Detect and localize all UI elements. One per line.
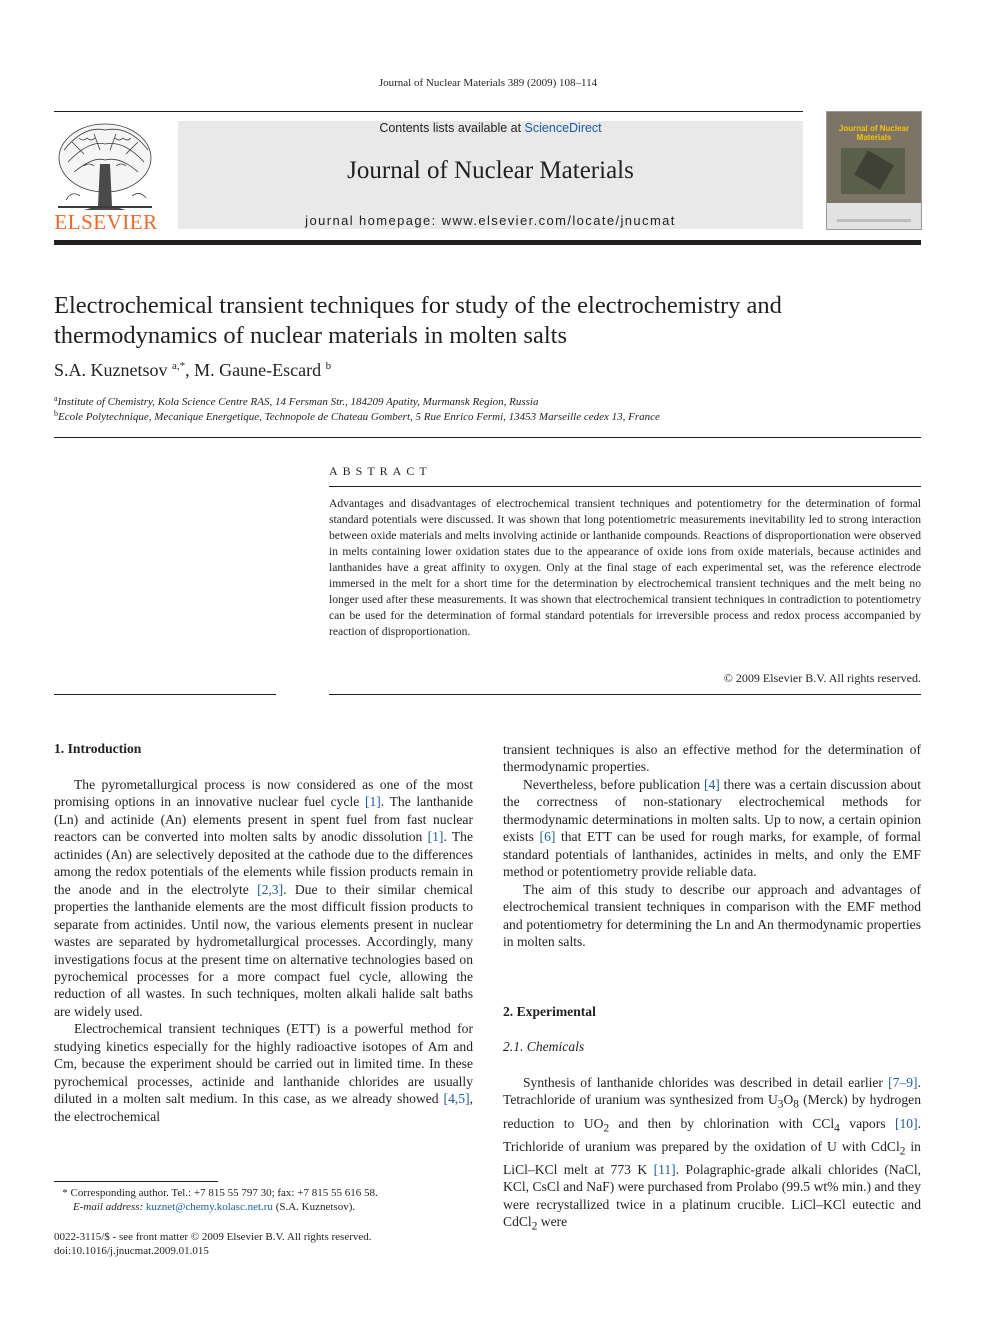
citation-link[interactable]: [10]	[894, 1115, 918, 1131]
cover-image	[841, 148, 905, 194]
citation-link[interactable]: [6]	[539, 829, 556, 845]
email-link[interactable]: kuznet@chemy.kolasc.net.ru	[145, 1201, 273, 1213]
sciencedirect-link[interactable]: ScienceDirect	[524, 121, 602, 135]
journal-homepage-link[interactable]: journal homepage: www.elsevier.com/locate/jnucmat	[305, 213, 676, 228]
citation-link[interactable]: [1]	[364, 794, 381, 810]
cover-title: Journal of Nuclear Materials	[838, 124, 910, 142]
text-run: . Polagraphic-grade alkali chlorides (NaCl, KCl, CsCl and NaF) were purchased from Prolabo (99.5 wt% min.) and they were recrystallized twice in a platinum crucible. LiCl–KCl eutectic and CdCl	[503, 1161, 921, 1230]
text-run: . The lanthanide (Ln) and actinide (An) elements present in spent fuel from fast nuclear reactors can be converted into molten salts by anodic dissolution	[54, 794, 473, 845]
footnote-mark: *	[62, 1187, 68, 1199]
text-run: there was a certain discussion about the correctness of non-stationary electrochemical methods for thermodynamic determinations in molten salts. Up to now, a certain opinion exists	[503, 776, 921, 845]
text-run: in LiCl–KCl melt at 773 K	[503, 1138, 921, 1177]
journal-cover-thumbnail	[826, 111, 922, 230]
author-name[interactable]: M. Gaune-Escard	[194, 360, 322, 380]
citation-link[interactable]: [1]	[427, 829, 444, 845]
cover-image-shape	[854, 150, 894, 189]
subscript: 8	[793, 1099, 799, 1112]
author-list	[54, 360, 331, 381]
affiliation-text: Institute of Chemistry, Kola Science Centre RAS, 14 Fersman Str., 184209 Apatity, Murmansk Region, Russia	[57, 396, 539, 408]
footnote-text: Corresponding author. Tel.: +7 815 55 797 30; fax: +7 815 55 616 58.	[67, 1187, 378, 1199]
front-matter	[54, 1230, 372, 1258]
introduction-continued	[503, 741, 921, 950]
paragraph	[54, 1020, 473, 1125]
cover-footer-strip	[837, 219, 911, 222]
email-owner: (S.A. Kuznetsov).	[272, 1201, 356, 1213]
contents-prefix: Contents lists available at	[379, 121, 525, 135]
text-run: , the electrochemical	[54, 1091, 473, 1124]
subsection-heading-chemicals: 2.1. Chemicals	[503, 1039, 585, 1054]
text-run: (Merck) by hydrogen reduction to UO	[503, 1092, 921, 1131]
author-name[interactable]: S.A. Kuznetsov	[54, 360, 168, 380]
abstract-bottom-rule	[329, 694, 921, 695]
affiliation-marker: b	[54, 409, 58, 418]
citation-link[interactable]: [11]	[653, 1161, 676, 1177]
citation-link[interactable]: [7–9]	[888, 1075, 918, 1090]
abstract-heading: ABSTRACT	[329, 464, 432, 478]
citation-link[interactable]: [2,3]	[257, 881, 284, 897]
affiliation-b	[54, 409, 660, 423]
affiliation-a	[54, 394, 538, 408]
paragraph: transient techniques is also an effective method for the determination of thermodynamic properties.	[503, 742, 921, 775]
author-separator: ,	[185, 360, 195, 380]
text-run: Nevertheless, before publication	[523, 776, 704, 792]
subscript: 2	[531, 1221, 538, 1234]
paragraph	[503, 1074, 921, 1237]
text-run: . Due to their similar chemical properties the lanthanide elements are the most difficult fission products to separate from actinides. Until now, the various elements present in nuclear wastes are separated by hydrometallurgical processes. Accordingly, many investigations focus at the present time on alternative technologies based on pyrochemical processes for a more compact fuel cycle, allowing the reduction of all wastes. In such techniques, molten alkali halide salt baths are widely used.	[54, 881, 473, 1019]
text-run: . The actinides (An) are selectively deposited at the cathode due to the differences among the redox potentials of the elements while fission products remain in the anode and in the electrolyte	[54, 829, 474, 897]
citation-link[interactable]: [4,5]	[443, 1091, 470, 1107]
paragraph	[54, 776, 473, 1020]
header-divider	[54, 437, 921, 438]
text-run: were	[537, 1214, 568, 1230]
journal-name: Journal of Nuclear Materials	[347, 157, 634, 184]
copyright-notice: © 2009 Elsevier B.V. All rights reserved.	[723, 671, 921, 685]
author-superscript[interactable]: b	[325, 360, 332, 372]
text-run: O	[783, 1092, 794, 1108]
introduction-body	[54, 776, 473, 1125]
left-column-rule	[54, 694, 276, 695]
article-title: Electrochemical transient techniques for study of the electrochemistry and thermodynamics of nuclear materials in molten salts	[54, 292, 782, 349]
email-label: E-mail address:	[73, 1201, 144, 1213]
text-run: Synthesis of lanthanide chlorides was described in detail earlier	[523, 1075, 889, 1090]
footnote-line	[54, 1186, 378, 1200]
affiliation-marker: a	[54, 394, 58, 403]
elsevier-tree-icon	[54, 120, 156, 212]
top-rule	[54, 111, 803, 112]
text-run: . Tetrachloride of uranium was synthesized from U	[503, 1075, 921, 1108]
author-superscript[interactable]: a,*	[172, 360, 186, 372]
section-heading-experimental: 2. Experimental	[503, 1004, 596, 1019]
journal-reference: Journal of Nuclear Materials 389 (2009) 108–114	[378, 77, 598, 89]
masthead-divider	[54, 240, 921, 245]
abstract-top-rule	[329, 486, 921, 487]
paragraph	[503, 776, 921, 881]
citation-link[interactable]: [4]	[703, 776, 720, 792]
chemicals-body	[503, 1074, 921, 1237]
text-run: The pyrometallurgical process is now considered as one of the most promising options in an innovative nuclear fuel cycle	[54, 777, 473, 810]
doi-line[interactable]: doi:10.1016/j.jnucmat.2009.01.015	[54, 1245, 209, 1257]
subscript: 2	[603, 1122, 610, 1135]
publisher-wordmark: ELSEVIER	[54, 210, 158, 234]
text-run: and then by chlorination with CCl	[609, 1115, 835, 1131]
text-run: vapors	[839, 1115, 895, 1131]
subscript: 4	[834, 1122, 840, 1135]
text-run: that ETT can be used for rough marks, for example, of formal standard potentials of lanthanides, actinides in melts, and only the EMF method or potentiometry provide reliable data.	[503, 829, 921, 880]
section-heading-introduction: 1. Introduction	[54, 741, 142, 756]
footnote-rule	[54, 1181, 218, 1182]
abstract-text: Advantages and disadvantages of electrochemical transient techniques and potentiometry for the determination of formal standard potentials were discussed. It was shown that long potentiometric measurements inevitability led to strong interaction between oxide materials and melts involving actinide or lanthanide compounds. Reactions of disproportionation were observed in melts containing lower oxidation states due to the appearance of oxide ions from oxide materials, because actinides and lanthanides have a great affinity to oxygen. Only at the final stage of each experimental set, was the reference electrode immersed in the melt for a short time for the determination by electrochemical transient techniques and the melt being no longer used after these measurements. It was shown that electrochemical transient techniques in contradiction to potentiometry can be used for the determination of formal standard potentials for irreversible process and redox process accompanied by reaction of disproportionation.	[329, 497, 921, 638]
subscript: 3	[777, 1099, 784, 1112]
footnote-email-line	[54, 1200, 378, 1214]
text-run: Electrochemical transient techniques (ETT) is a powerful method for studying kinetics especially for the highly radioactive isotopes of Am and Cm, because the experiment should be carried out in limited time. In these pyrochemical processes, actinide and lanthanide chlorides are usually diluted in a molten salt medium. In this case, as we already showed	[54, 1021, 473, 1107]
text-run: . Trichloride of uranium was prepared by the oxidation of U with CdCl	[503, 1115, 922, 1154]
paragraph: The aim of this study to describe our approach and advantages of electrochemical transient techniques in comparison with the EMF method and potentiometry for determining the Ln and An thermodynamic properties in molten salts.	[503, 881, 921, 949]
issn-line: 0022-3115/$ - see front matter © 2009 Elsevier B.V. All rights reserved.	[54, 1231, 372, 1243]
cover-band	[827, 112, 921, 203]
subscript: 2	[899, 1145, 906, 1158]
corresponding-author-footnote	[54, 1186, 378, 1214]
affiliation-text: Ecole Polytechnique, Mecanique Energetique, Technopole de Chateau Gombert, 5 Rue Enrico Fermi, 13453 Marseille cedex 13, France	[58, 411, 660, 423]
contents-line	[178, 121, 803, 135]
